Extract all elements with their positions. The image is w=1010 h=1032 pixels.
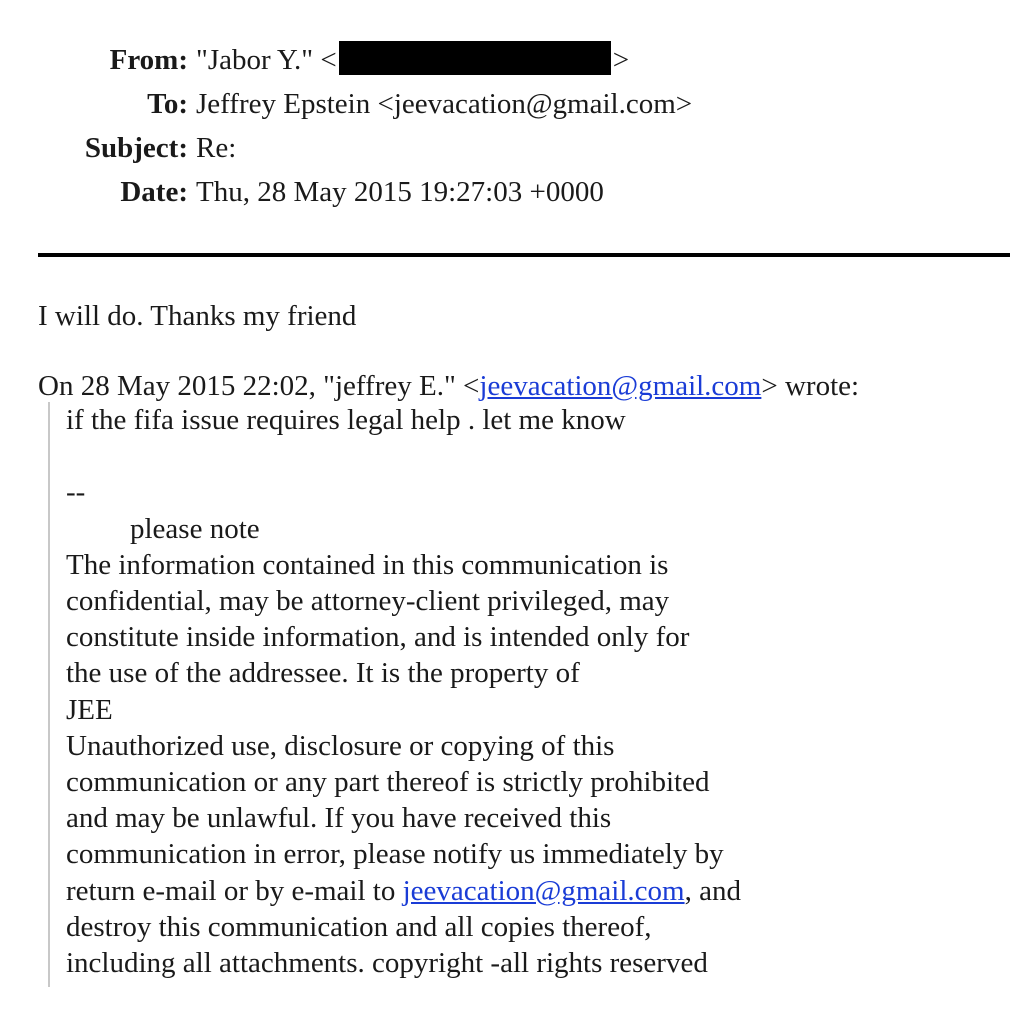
disclaimer-line: Unauthorized use, disclosure or copying of this	[66, 729, 615, 762]
email-header	[0, 38, 1010, 214]
disclaimer-line: destroy this communication and all copies thereof,	[66, 910, 652, 943]
subject-label: Subject:	[84, 132, 188, 164]
date-value: Thu, 28 May 2015 19:27:03 +0000	[196, 176, 604, 208]
disclaimer-line: communication in error, please notify us immediately by	[66, 838, 724, 871]
disclaimer-line: the use of the addressee. It is the property of	[66, 657, 580, 690]
date-label: Date:	[120, 176, 188, 208]
attribution-suffix: > wrote:	[761, 370, 860, 402]
from-name: "Jabor Y." <	[196, 44, 337, 76]
header-divider	[38, 253, 1010, 257]
subject-value: Re:	[196, 132, 237, 164]
blank-line	[66, 438, 966, 474]
date-row	[0, 170, 1010, 214]
signature-separator: --	[66, 476, 86, 509]
note-heading: please note	[130, 512, 260, 545]
from-row	[0, 38, 1010, 82]
disclaimer-line: JEE	[66, 693, 113, 726]
redaction-block	[339, 41, 611, 75]
disclaimer-line: communication or any part thereof is strictly prohibited	[66, 766, 710, 799]
disclaimer-line: and may be unlawful. If you have received this	[66, 802, 612, 835]
quoted-message	[48, 402, 966, 987]
return-prefix: return e-mail or by e-mail to	[66, 874, 403, 907]
return-suffix: , and	[684, 874, 741, 907]
quoted-line: if the fifa issue requires legal help . let me know	[66, 404, 626, 436]
from-suffix: >	[612, 44, 630, 76]
from-label: From:	[109, 44, 188, 76]
subject-row	[0, 126, 1010, 170]
attribution-prefix: On 28 May 2015 22:02, "jeffrey E." <	[38, 370, 480, 402]
disclaimer-email-link[interactable]: jeevacation@gmail.com	[402, 874, 685, 907]
disclaimer-line: The information contained in this communication is	[66, 548, 669, 581]
to-value: Jeffrey Epstein <jeevacation@gmail.com>	[196, 88, 693, 120]
disclaimer-line: constitute inside information, and is intended only for	[66, 621, 690, 654]
disclaimer-line	[66, 873, 966, 909]
disclaimer-line: confidential, may be attorney-client privileged, may	[66, 585, 670, 617]
to-label: To:	[147, 88, 188, 120]
from-value	[196, 38, 629, 82]
quote-attribution	[38, 366, 859, 406]
to-row	[0, 82, 1010, 126]
disclaimer-line: including all attachments. copyright -all rights reserved	[66, 947, 708, 980]
reply-text: I will do. Thanks my friend	[38, 300, 357, 332]
attribution-email-link[interactable]: jeevacation@gmail.com	[479, 370, 762, 402]
